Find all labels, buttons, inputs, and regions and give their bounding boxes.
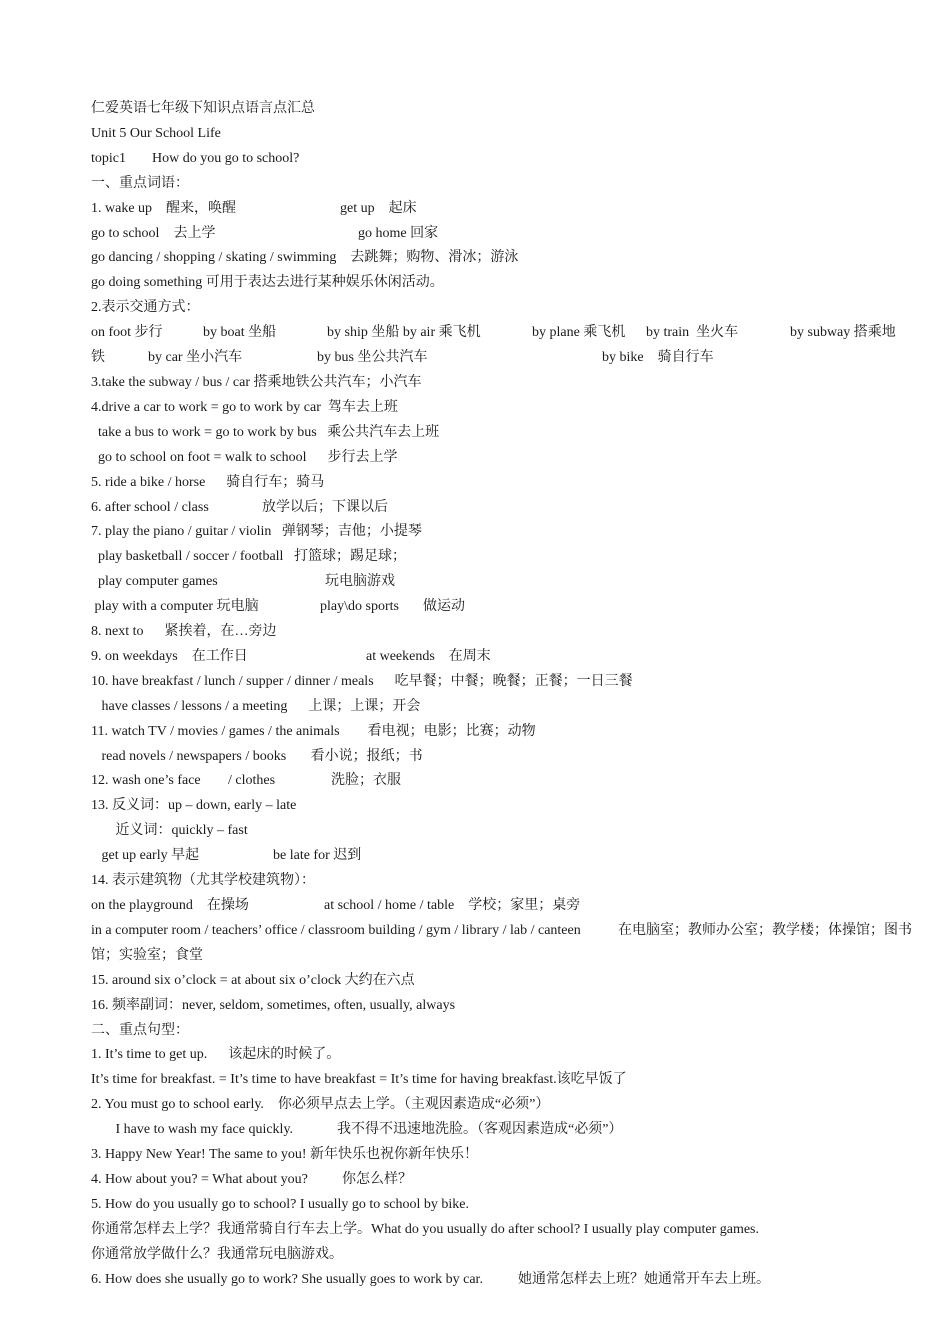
text-line: get up early 早起 be late for 迟到 xyxy=(91,848,362,864)
text-line: 10. have breakfast / lunch / supper / dinner / meals 吃早餐；中餐；晚餐；正餐；一日三餐 xyxy=(91,673,633,689)
text-line: 近义词：quickly – fast xyxy=(91,823,248,839)
text-line: I have to wash my face quickly. 我不得不迅速地洗脸。（客观因素造成“必须”） xyxy=(91,1122,623,1138)
text-line: 5. How do you usually go to school? I usually go to school by bike. xyxy=(91,1196,469,1212)
text-line: 8. next to 紧挨着，在…旁边 xyxy=(91,624,277,640)
text-line: go dancing / shopping / skating / swimming 去跳舞；购物、滑冰；游泳 xyxy=(91,250,519,266)
text-line: 15. around six o’clock = at about six o’clock 大约在六点 xyxy=(91,972,415,988)
text-line: play computer games 玩电脑游戏 xyxy=(91,574,395,590)
text-line: 16. 频率副词：never, seldom, sometimes, often, usually, always xyxy=(91,997,456,1013)
text-line: It’s time for breakfast. = It’s time to have breakfast = It’s time for having breakfast.该吃早饭了 xyxy=(91,1072,627,1088)
text-line: on foot 步行 by boat 坐船 by ship 坐船 by air 乘飞机 by plane 乘飞机 by train 坐火车 by subway 搭乘地 xyxy=(91,325,896,341)
doc-title: 仁爱英语七年级下知识点语言点汇总 xyxy=(91,101,315,116)
text-line: 1. It’s time to get up. 该起床的时候了。 xyxy=(91,1047,341,1063)
text-line: 5. ride a bike / horse 骑自行车；骑马 xyxy=(91,474,325,490)
text-line: 9. on weekdays 在工作日 at weekends 在周末 xyxy=(91,648,491,664)
section-heading: 一、重点词语： xyxy=(91,175,189,191)
unit-heading: Unit 5 Our School Life xyxy=(91,125,221,141)
text-line: 你通常放学做什么？我通常玩电脑游戏。 xyxy=(91,1246,343,1262)
text-line: 11. watch TV / movies / games / the animals 看电视；电影；比赛；动物 xyxy=(91,723,536,739)
text-line: on the playground 在操场 at school / home / table 学校；家里；桌旁 xyxy=(91,898,581,913)
text-line: 你通常怎样去上学？我通常骑自行车去上学。What do you usually do after school? I usually play computer games. xyxy=(91,1221,760,1237)
text-line: 4.drive a car to work = go to work by car 驾车去上班 xyxy=(91,399,398,415)
text-line: 1. wake up 醒来，唤醒 get up 起床 xyxy=(91,200,417,216)
section-heading: 二、重点句型： xyxy=(91,1022,189,1038)
text-line: 6. after school / class 放学以后；下课以后 xyxy=(91,499,388,515)
text-line: 铁 by car 坐小汽车 by bus 坐公共汽车 by bike 骑自行车 xyxy=(91,350,714,366)
text-line: 14. 表示建筑物（尤其学校建筑物）： xyxy=(91,873,315,889)
topic-heading: topic1 How do you go to school? xyxy=(91,150,300,166)
text-line: read novels / newspapers / books 看小说；报纸；书 xyxy=(91,748,423,764)
text-line: go to school 去上学 go home 回家 xyxy=(91,225,439,241)
text-line: go doing something 可用于表达去进行某种娱乐休闲活动。 xyxy=(91,275,444,291)
text-line: 6. How does she usually go to work? She usually goes to work by car. 她通常怎样去上班？她通常开车去上班。 xyxy=(91,1271,770,1287)
text-line: play basketball / soccer / football 打篮球；踢足球； xyxy=(91,549,406,565)
text-line: go to school on foot = walk to school 步行去上学 xyxy=(91,449,398,465)
text-line: 3.take the subway / bus / car 搭乘地铁公共汽车；小汽车 xyxy=(91,374,422,390)
text-line: 12. wash one’s face / clothes 洗脸；衣服 xyxy=(91,773,401,789)
text-line: 4. How about you? = What about you? 你怎么样？ xyxy=(91,1171,412,1187)
text-line: play with a computer 玩电脑 play\do sports 做运动 xyxy=(91,599,465,615)
text-line: 馆；实验室；食堂 xyxy=(91,947,203,963)
text-line: 2. You must go to school early. 你必须早点去上学。（主观因素造成“必须”） xyxy=(91,1097,550,1113)
text-line: 13. 反义词：up – down, early – late xyxy=(91,798,297,814)
document-body xyxy=(91,97,912,1293)
text-line: 7. play the piano / guitar / violin 弹钢琴；吉他；小提琴 xyxy=(91,524,422,540)
text-line: in a computer room / teachers’ office / classroom building / gym / library / lab / canteen 在电脑室；教师办公室；教学楼；体操馆；图书 xyxy=(91,922,912,938)
text-line: take a bus to work = go to work by bus 乘公共汽车去上班 xyxy=(91,424,440,440)
text-line: have classes / lessons / a meeting 上课；上课；开会 xyxy=(91,698,421,714)
text-line: 2.表示交通方式： xyxy=(91,300,200,316)
text-line: 3. Happy New Year! The same to you! 新年快乐也祝你新年快乐！ xyxy=(91,1147,479,1163)
